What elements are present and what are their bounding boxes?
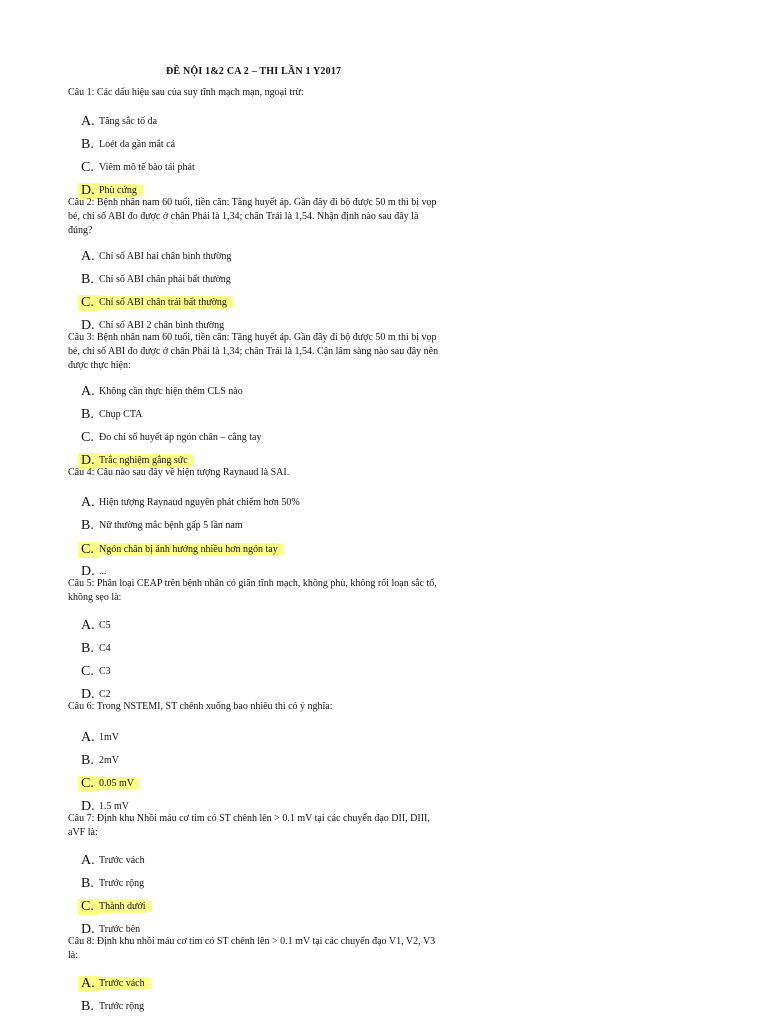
answer-option — [81, 430, 261, 446]
answer-option-highlighted — [81, 542, 278, 558]
option-text: 0.05 mV — [99, 778, 134, 789]
option-letter: D. — [81, 453, 99, 469]
option-text: Trước vách — [99, 978, 145, 989]
option-text: Chụp CTA — [99, 409, 143, 420]
answer-option — [81, 160, 195, 176]
document-title: ĐỀ NỘI 1&2 CA 2 – THI LẦN 1 Y2017 — [166, 66, 342, 77]
option-text: Viêm mô tế bào tái phát — [99, 162, 195, 173]
option-letter: C. — [81, 664, 94, 679]
option-text: Hiện tượng Raynaud nguyên phát chiếm hơn 50% — [99, 497, 300, 508]
answer-option-highlighted — [81, 295, 227, 311]
question-text: Câu 2: Bệnh nhân nam 60 tuổi, tiền căn: Tăng huyết áp. Gần đây đi bộ được 50 m thì bị vọp bẻ, chỉ số ABI đo được ở chân Phải là 1,34; chân Trái là 1,54. Nhận định nào sau đây là đúng? — [68, 197, 437, 236]
option-letter: B. — [81, 999, 94, 1014]
answer-option — [81, 249, 231, 265]
option-text: 1.5 mV — [99, 801, 129, 812]
answer-option-highlighted — [81, 899, 146, 915]
answer-option — [81, 137, 175, 153]
option-text: 2mV — [99, 755, 119, 766]
question-text: Câu 5: Phân loại CEAP trên bệnh nhân có giãn tĩnh mạch, không phù, không rối loạn sắc tố, không sẹo là: — [68, 578, 437, 603]
question-text: Câu 1: Các dấu hiệu sau của suy tĩnh mạch mạn, ngoại trừ: — [68, 87, 304, 98]
answer-option — [81, 999, 144, 1015]
answer-option — [81, 664, 111, 680]
option-letter: C. — [81, 776, 99, 792]
question-text: Câu 6: Trong NSTEMI, ST chênh xuống bao nhiêu thì có ý nghĩa: — [68, 701, 333, 712]
question-text: Câu 3: Bệnh nhân nam 60 tuổi, tiền căn: Tăng huyết áp. Gần đây đi bộ được 50 m thì bị vọp bẻ, chỉ số ABI đo được ở chân Phải là 1,34; chân Trái là 1,54. Cận lâm sàng nào sau đây nên được thực hiện: — [68, 332, 439, 371]
option-letter: C. — [81, 899, 99, 915]
option-letter: A. — [81, 853, 95, 868]
option-text: Chỉ số ABI chân trái bất thường — [99, 297, 227, 308]
option-letter: B. — [81, 876, 94, 891]
option-text: ... — [99, 566, 107, 577]
option-letter: B. — [81, 641, 94, 656]
option-letter: B. — [81, 407, 94, 422]
option-text: Chỉ số ABI chân phải bất thường — [99, 274, 231, 285]
answer-option — [81, 853, 145, 869]
option-text: Nữ thường mắc bệnh gấp 5 lần nam — [99, 520, 243, 531]
option-text: Đo chỉ số huyết áp ngón chân – cẳng tay — [99, 432, 262, 443]
option-letter: A. — [81, 249, 95, 264]
question-text: Câu 7: Định khu Nhồi máu cơ tim có ST chênh lên > 0.1 mV tại các chuyển đạo DII, DIII, aVF là: — [68, 813, 430, 838]
option-text: Phù cứng — [99, 185, 137, 196]
question-text: Câu 4: Câu nào sau đây về hiện tượng Raynaud là SAI. — [68, 467, 290, 478]
option-letter: A. — [81, 495, 95, 510]
answer-option — [81, 272, 231, 288]
option-text: Trước rộng — [99, 878, 145, 889]
option-letter: B. — [81, 753, 94, 768]
option-text: Không cần thực hiện thêm CLS nào — [99, 386, 243, 397]
option-letter: C. — [81, 295, 99, 311]
option-letter: B. — [81, 518, 94, 533]
option-letter: D. — [81, 687, 95, 702]
answer-option — [81, 641, 111, 657]
option-letter: C. — [81, 542, 99, 558]
option-letter: D. — [81, 318, 95, 333]
option-text: Chỉ số ABI hai chân bình thường — [99, 251, 232, 262]
option-text: C5 — [99, 620, 111, 631]
answer-option — [81, 384, 243, 400]
option-letter: D. — [81, 564, 95, 579]
answer-option — [81, 495, 300, 511]
option-text: Trắc nghiệm gắng sức — [99, 455, 188, 466]
option-letter: D. — [81, 799, 95, 814]
option-letter: A. — [81, 730, 95, 745]
option-text: C2 — [99, 689, 111, 700]
option-letter: D. — [81, 922, 95, 937]
option-letter: C. — [81, 430, 94, 445]
answer-option — [81, 618, 111, 634]
option-letter: D. — [81, 183, 99, 199]
option-letter: B. — [81, 137, 94, 152]
option-text: Loét da gần mắt cá — [99, 139, 176, 150]
option-text: 1mV — [99, 732, 119, 743]
option-text: Trước bên — [99, 924, 141, 935]
option-letter: A. — [81, 384, 95, 399]
option-text: C3 — [99, 666, 111, 677]
answer-option-highlighted — [81, 976, 145, 992]
answer-option — [81, 518, 243, 534]
option-text: Trước vách — [99, 855, 145, 866]
answer-option — [81, 407, 142, 423]
question-text: Câu 8: Định khu nhồi máu cơ tim có ST chênh lên > 0.1 mV tại các chuyển đạo V1, V2, V3 là: — [68, 936, 436, 961]
option-letter: C. — [81, 160, 94, 175]
option-letter: A. — [81, 976, 99, 992]
option-text: Chỉ số ABI 2 chân bình thường — [99, 320, 225, 331]
option-letter: A. — [81, 114, 95, 129]
answer-option-highlighted — [81, 776, 134, 792]
option-letter: A. — [81, 618, 95, 633]
answer-option — [81, 114, 157, 130]
option-text: C4 — [99, 643, 111, 654]
option-text: Ngón chân bị ảnh hưởng nhiều hơn ngón tay — [99, 544, 278, 555]
option-letter: B. — [81, 272, 94, 287]
option-text: Thành dưới — [99, 901, 146, 912]
answer-option — [81, 753, 119, 769]
answer-option — [81, 730, 119, 746]
answer-option — [81, 876, 144, 892]
option-text: Tăng sắc tố da — [99, 116, 158, 127]
option-text: Trước rộng — [99, 1001, 145, 1012]
